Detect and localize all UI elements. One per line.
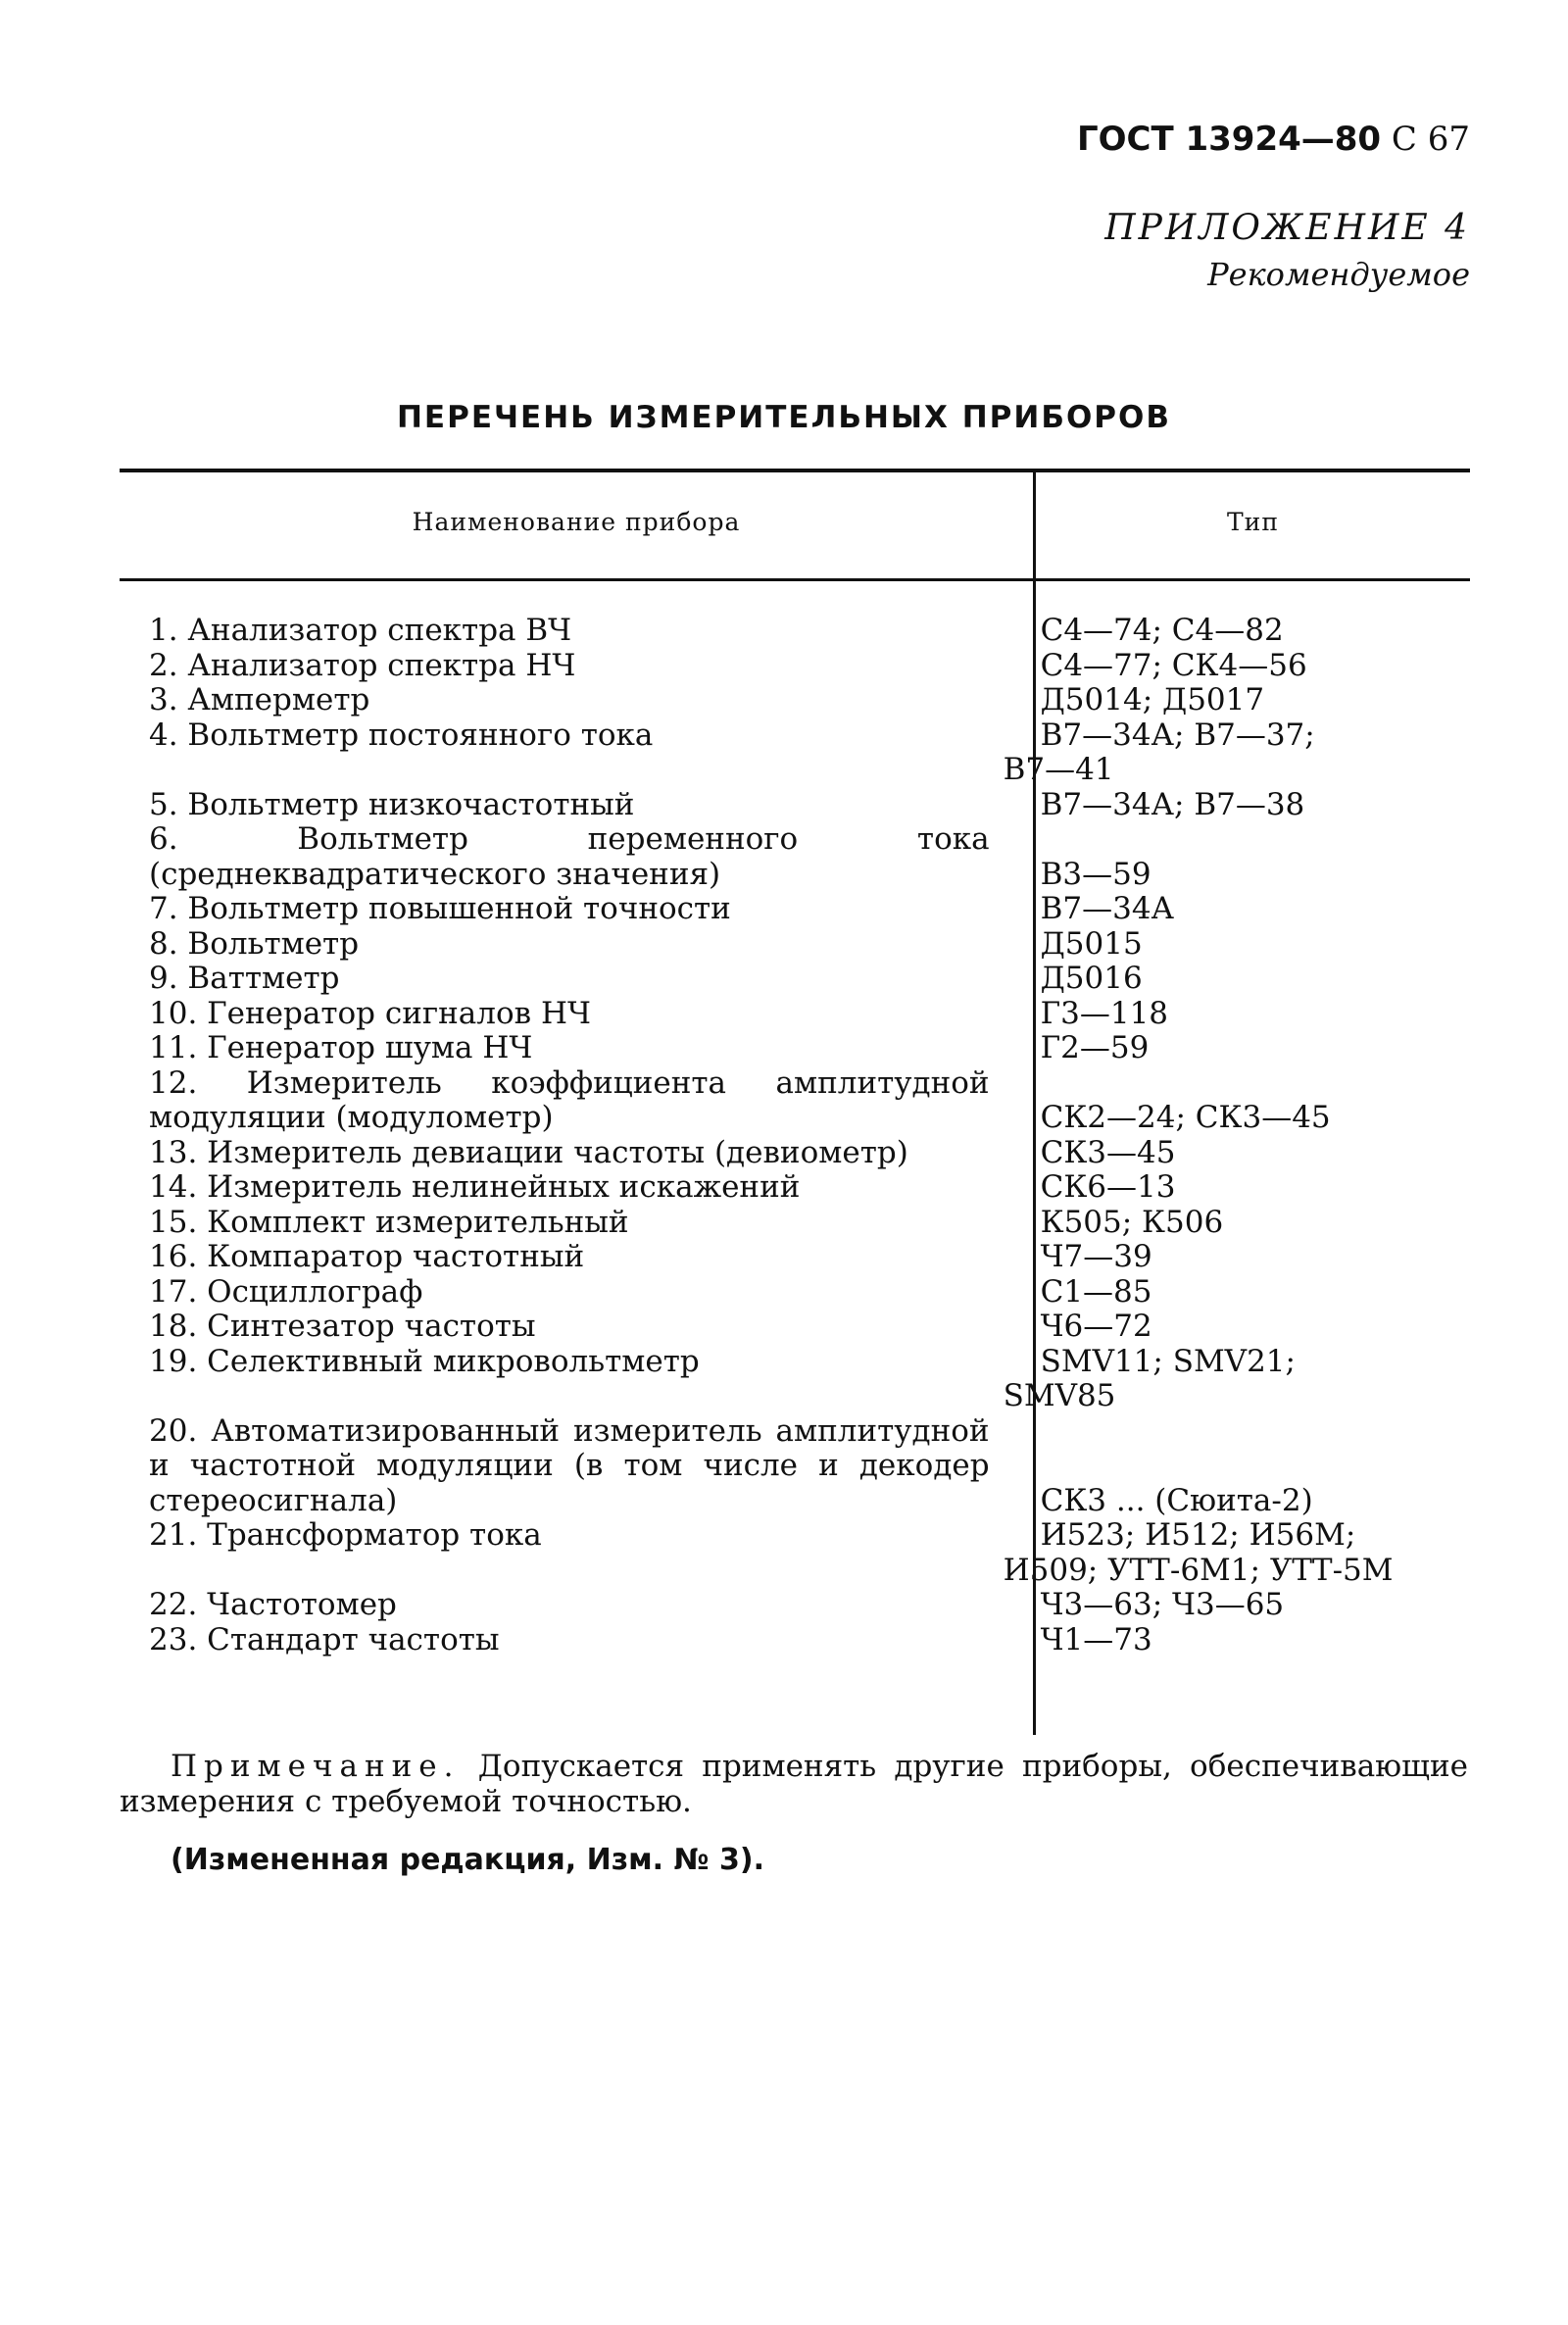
instrument-type-line: СК3—45 (1040, 1134, 1176, 1170)
instrument-type (990, 1310, 1470, 1345)
instrument-name: 2. Анализатор спектра НЧ (149, 647, 576, 683)
table-row (120, 1275, 1470, 1311)
instrument-name: 22. Частотомер (149, 1587, 397, 1622)
table-row (120, 1623, 1470, 1658)
instrument-type-line: SMV11; SMV21; (1040, 1343, 1296, 1379)
instrument-type-line: Г3—118 (1040, 995, 1169, 1031)
instrument-type (990, 683, 1470, 718)
instrument-name: 13. Измеритель девиации частоты (девиометр) (149, 1134, 908, 1170)
instrument-type-line: Ч3—63; Ч3—65 (1040, 1587, 1285, 1622)
table-row (120, 1518, 1470, 1588)
instrument-type-line (1041, 1449, 1470, 1484)
instrument-type-line: К505; К506 (1040, 1204, 1224, 1240)
instrument-name: 8. Вольтметр (149, 925, 360, 962)
table-row (120, 1240, 1470, 1275)
instrument-type (990, 997, 1470, 1032)
instrument-name: 14. Измеритель нелинейных искажений (149, 1169, 801, 1205)
instrument-name: 10. Генератор сигналов НЧ (149, 995, 591, 1031)
note (120, 1749, 1468, 1819)
instrument-type-line: С1—85 (1040, 1273, 1152, 1310)
instrument-type-line (1041, 822, 1470, 858)
instrument-type (990, 1206, 1470, 1241)
table-row (120, 1136, 1470, 1171)
instrument-type (990, 1414, 1470, 1519)
instrument-name: 1. Анализатор спектра ВЧ (149, 613, 572, 648)
page-title: ПЕРЕЧЕНЬ ИЗМЕРИТЕЛЬНЫХ ПРИБОРОВ (396, 400, 1171, 435)
instrument-type-line: Д5016 (1040, 961, 1143, 996)
instrument-type-line (1041, 1066, 1470, 1102)
instrument-type (990, 1031, 1470, 1066)
instrument-type (990, 927, 1470, 963)
instrument-name: 6. Вольтметр переменного тока (среднеквадратического значения) (149, 821, 990, 892)
instrument-name: 12. Измеритель коэффициента амплитудной модуляции (модулометр) (149, 1064, 990, 1135)
instrument-type-line: С4—74; С4—82 (1040, 613, 1284, 648)
instrument-type (990, 1345, 1470, 1414)
instrument-name: 7. Вольтметр повышенной точности (149, 891, 731, 926)
instrument-name: 9. Ваттметр (149, 961, 340, 996)
instrument-type-line: И509; УТТ-6М1; УТТ-5М (1003, 1552, 1394, 1588)
instrument-type (990, 1623, 1470, 1658)
instrument-type-line: И523; И512; И56М; (1040, 1517, 1356, 1553)
table-row (120, 683, 1470, 718)
instruments-table (120, 469, 1470, 1735)
instrument-type-line: СК3 ... (Сюита-2) (1040, 1482, 1313, 1518)
note-lead: Примечание. (171, 1749, 461, 1784)
instrument-type (990, 649, 1470, 684)
instrument-type-line: В7—41 (1003, 752, 1114, 787)
instrument-type (990, 1275, 1470, 1311)
table-row (120, 614, 1470, 649)
instrument-type-line: Ч7—39 (1040, 1239, 1152, 1274)
gost-number: ГОСТ 13924—80 (1076, 120, 1382, 159)
instrument-name: 5. Вольтметр низкочастотный (149, 786, 635, 822)
instrument-type-line: Ч1—73 (1040, 1621, 1152, 1657)
instrument-name: 4. Вольтметр постоянного тока (149, 717, 654, 753)
table-row (120, 1170, 1470, 1206)
instrument-type-line: Ч6—72 (1040, 1309, 1152, 1344)
instrument-type-line: В7—34А (1040, 891, 1175, 926)
instrument-name: 18. Синтезатор частоты (149, 1309, 536, 1344)
instrument-type-line: Д5014; Д5017 (1040, 682, 1265, 717)
instrument-name: 3. Амперметр (149, 682, 370, 717)
edition-note: (Измененная редакция, Изм. № 3). (171, 1843, 765, 1877)
instrument-type (990, 822, 1470, 892)
column-header-type: Тип (1227, 508, 1279, 536)
instrument-name: 20. Автоматизированный измеритель амплитудной и частотной модуляции (в том числе и декодер стереосигнала) (149, 1412, 990, 1518)
instrument-type (990, 614, 1470, 649)
table-header-rule (120, 578, 1470, 581)
instrument-name: 11. Генератор шума НЧ (149, 1030, 533, 1065)
table-row (120, 997, 1470, 1032)
table-row (120, 927, 1470, 963)
table-top-rule (120, 469, 1470, 472)
instrument-type-line: СК6—13 (1040, 1169, 1176, 1205)
note-text: Допускается применять другие приборы, обеспечивающие измерения с требуемой точностью. (120, 1749, 1468, 1819)
instrument-type-line: Г2—59 (1040, 1030, 1150, 1065)
page-number: С 67 (1391, 120, 1470, 159)
instrument-type (990, 1136, 1470, 1171)
instrument-type (990, 1518, 1470, 1588)
instrument-type (990, 1588, 1470, 1623)
table-row (120, 788, 1470, 823)
instrument-type-line: С4—77; СК4—56 (1040, 647, 1307, 683)
table-row (120, 1310, 1470, 1345)
table-row (120, 892, 1470, 927)
table-row (120, 962, 1470, 997)
instrument-type-line: В7—34А; В7—37; (1040, 717, 1315, 753)
instrument-type-line: Д5015 (1040, 925, 1143, 962)
instrument-name: 21. Трансформатор тока (149, 1517, 542, 1553)
appendix-block (1104, 208, 1470, 293)
table-row (120, 1588, 1470, 1623)
table-row (120, 1345, 1470, 1414)
page-header (1077, 120, 1470, 159)
instrument-type-line: В3—59 (1040, 856, 1152, 892)
instrument-type (990, 1240, 1470, 1275)
instrument-type (990, 1066, 1470, 1136)
instrument-type (990, 788, 1470, 823)
instrument-name: 23. Стандарт частоты (149, 1621, 500, 1657)
instrument-name: 16. Компаратор частотный (149, 1239, 585, 1274)
column-header-name: Наименование прибора (412, 508, 741, 536)
table-row (120, 649, 1470, 684)
table-body (120, 614, 1470, 1657)
instrument-type-line (1041, 1414, 1470, 1450)
instrument-type (990, 892, 1470, 927)
instrument-type (990, 962, 1470, 997)
instrument-type (990, 1170, 1470, 1206)
instrument-name: 15. Комплект измерительный (149, 1204, 629, 1240)
instrument-type (990, 718, 1470, 788)
table-row (120, 822, 1470, 892)
table-row (120, 1206, 1470, 1241)
appendix-title: ПРИЛОЖЕНИЕ 4 (1104, 208, 1470, 248)
instrument-type-line: В7—34А; В7—38 (1040, 786, 1305, 822)
table-row (120, 1414, 1470, 1519)
instrument-type-line: СК2—24; СК3—45 (1040, 1100, 1331, 1135)
table-row (120, 718, 1470, 788)
instrument-name: 19. Селективный микровольтметр (149, 1343, 700, 1379)
instrument-type-line: SMV85 (1003, 1378, 1116, 1413)
appendix-status: Рекомендуемое (1207, 256, 1470, 293)
table-row (120, 1066, 1470, 1136)
table-row (120, 1031, 1470, 1066)
instrument-name: 17. Осциллограф (149, 1273, 423, 1310)
